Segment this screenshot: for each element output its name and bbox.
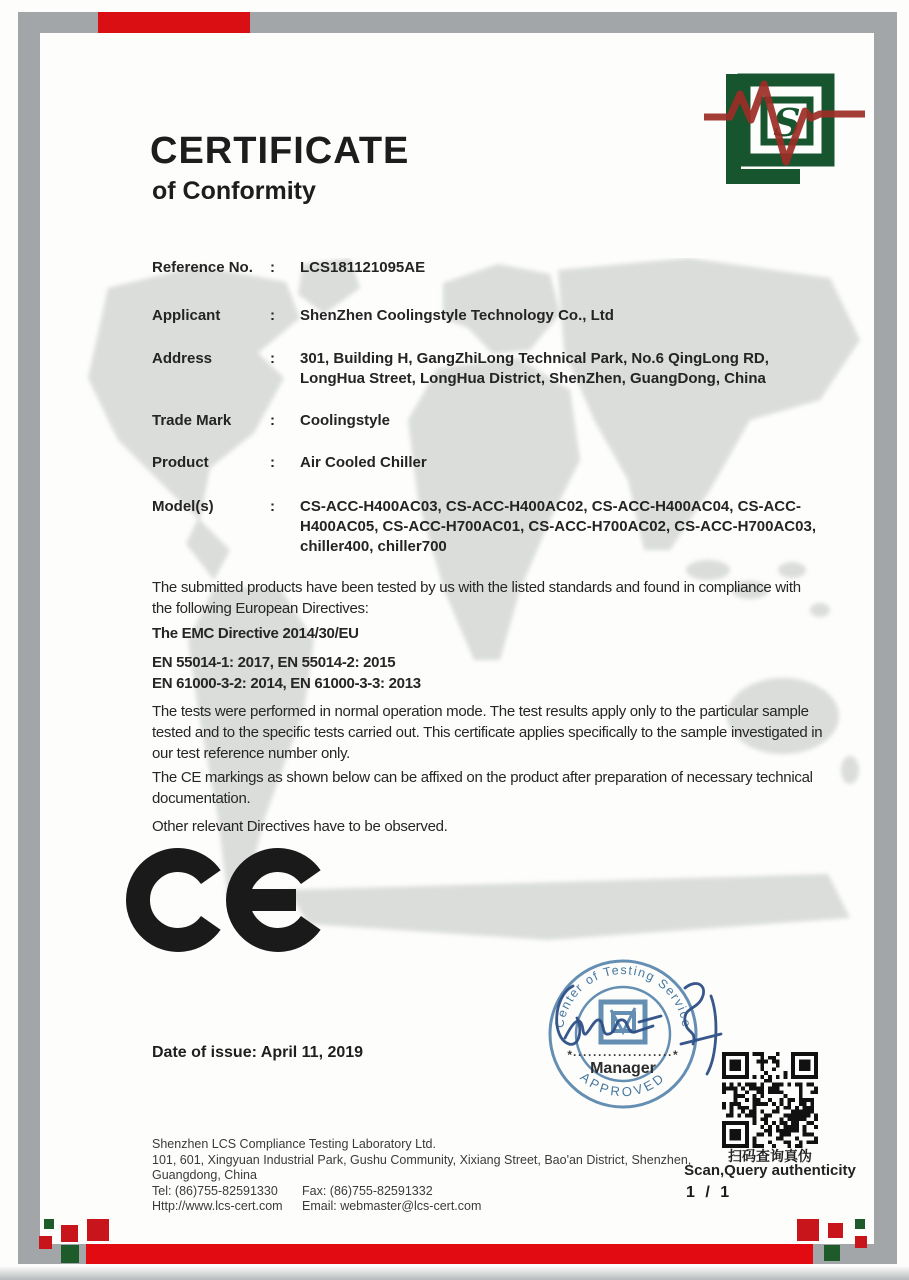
field-label: Model(s)	[152, 498, 214, 515]
scan-edge-shadow	[0, 1266, 909, 1280]
footer-web: Http://www.lcs-cert.com	[152, 1199, 283, 1213]
field-row-product	[152, 453, 824, 473]
field-value: CS-ACC-H400AC03, CS-ACC-H400AC02, CS-ACC-H400AC04, CS-ACC-H400AC05, CS-ACC-H700AC01, CS-ACC-H700AC02, CS-ACC-H700AC03, chiller400, chiller700	[300, 498, 816, 555]
footer	[152, 1137, 752, 1215]
footer-company: Shenzhen LCS Compliance Testing Laboratory Ltd.	[152, 1137, 436, 1151]
mosaic-square	[61, 1245, 79, 1263]
mosaic-square	[824, 1245, 840, 1261]
field-colon: :	[270, 498, 275, 515]
border-right	[874, 12, 897, 1264]
field-value: 301, Building H, GangZhiLong Technical Park, No.6 QingLong RD, LongHua Street, LongHua District, ShenZhen, GuangDong, China	[300, 350, 769, 387]
standards-line-2: EN 61000-3-2: 2014, EN 61000-3-3: 2013	[152, 675, 421, 692]
qr-caption-zh: 扫码查询真伪	[728, 1148, 812, 1164]
mosaic-square	[797, 1219, 819, 1241]
field-colon: :	[270, 350, 275, 367]
ce-mark-icon	[126, 845, 336, 955]
border-bottom-accent	[86, 1244, 813, 1264]
footer-address-line1: 101, 601, Xingyuan Industrial Park, Gushu Community, Xixiang Street, Bao'an District, Shenzhen,	[152, 1152, 692, 1167]
border-left	[18, 12, 40, 1264]
stamp-role: Manager	[590, 1060, 656, 1077]
footer-tel: Tel: (86)755-82591330	[152, 1183, 278, 1198]
page-subtitle: of Conformity	[152, 177, 316, 205]
field-colon: :	[270, 259, 275, 276]
statement-tests: The tests were performed in normal operation mode. The test results apply only to the particular sample tested and to the specific tests carried out. This certificate applies specifically to the sample investigated in our test reference number only.	[152, 703, 823, 762]
mosaic-square	[855, 1236, 867, 1248]
field-label: Trade Mark	[152, 412, 232, 429]
stamp-arc-bottom-text: APPROVED	[577, 1069, 669, 1100]
mosaic-square	[855, 1219, 865, 1229]
footer-email: Email: webmaster@lcs-cert.com	[302, 1199, 482, 1213]
logo-letter: S	[773, 100, 801, 145]
field-row-trade-mark	[152, 411, 824, 431]
field-label: Reference No.	[152, 259, 253, 276]
mosaic-square	[44, 1219, 54, 1229]
qr-code	[722, 1052, 818, 1148]
mosaic-square	[39, 1236, 52, 1249]
field-value: LCS181121095AE	[300, 259, 426, 276]
field-row-models	[152, 497, 824, 557]
stamp-divider: *····················*	[567, 1048, 679, 1062]
page-number: 1 / 1	[686, 1184, 733, 1201]
mosaic-square	[61, 1225, 78, 1242]
qr-caption-en: Scan,Query authenticity	[684, 1162, 856, 1179]
standards-line-1: EN 55014-1: 2017, EN 55014-2: 2015	[152, 654, 396, 671]
directive-line: The EMC Directive 2014/30/EU	[152, 625, 359, 642]
statement-other-directives: Other relevant Directives have to be observed.	[152, 818, 448, 835]
field-colon: :	[270, 454, 275, 471]
border-top-accent	[98, 12, 250, 33]
mosaic-square	[828, 1223, 843, 1238]
approval-stamp	[535, 952, 735, 1112]
date-of-issue: Date of issue: April 11, 2019	[152, 1044, 364, 1061]
field-value: Air Cooled Chiller	[300, 454, 427, 471]
field-row-reference-no	[152, 258, 824, 278]
page-title: CERTIFICATE	[150, 130, 410, 172]
stamp-arc-top-text: Center of Testing Service	[552, 962, 694, 1030]
field-label: Applicant	[152, 307, 221, 324]
footer-address-line2: Guangdong, China	[152, 1168, 257, 1182]
field-label: Product	[152, 454, 209, 471]
field-label: Address	[152, 350, 213, 367]
field-value: Coolingstyle	[300, 412, 391, 429]
statement-ce-markings: The CE markings as shown below can be affixed on the product after preparation of necessary technical documentation.	[152, 769, 813, 807]
statement-intro: The submitted products have been tested by us with the listed standards and found in compliance with the following European Directives:	[152, 579, 801, 617]
lcs-logo-icon	[702, 62, 867, 190]
field-colon: :	[270, 307, 275, 324]
field-row-applicant	[152, 306, 824, 326]
field-colon: :	[270, 412, 275, 429]
mosaic-square	[87, 1219, 109, 1241]
footer-fax: Fax: (86)755-82591332	[302, 1183, 433, 1198]
field-row-address	[152, 349, 824, 389]
field-value: ShenZhen Coolingstyle Technology Co., Ltd	[300, 307, 614, 324]
